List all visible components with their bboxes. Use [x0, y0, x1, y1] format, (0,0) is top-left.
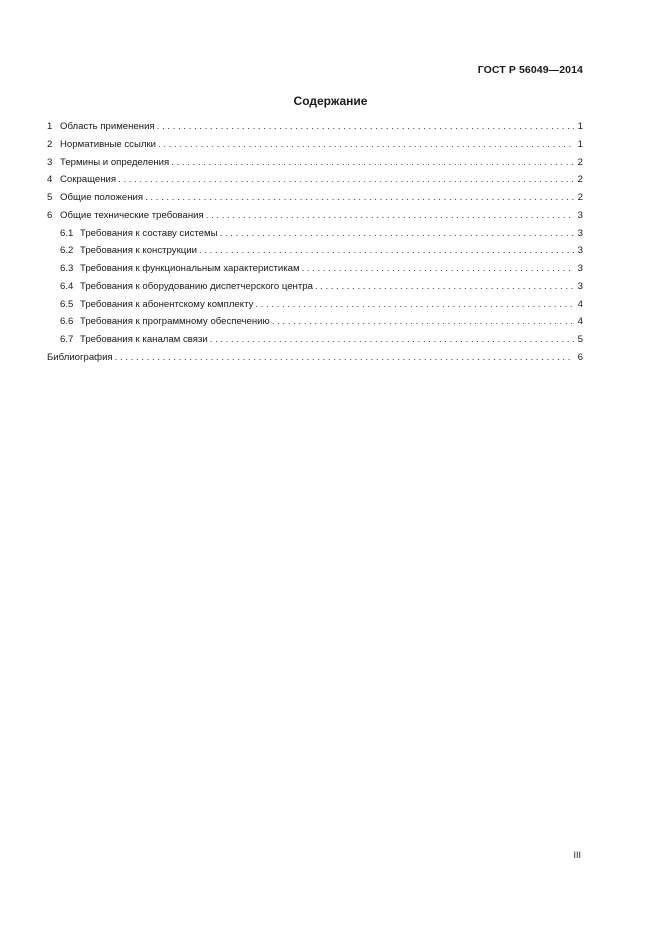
- toc-entry-number: 6.3: [60, 263, 74, 274]
- toc-entry-6-5[interactable]: [47, 299, 583, 317]
- toc-entry-bibliography[interactable]: [47, 352, 583, 370]
- dot-leader: [302, 263, 574, 274]
- toc-entry-page: 2: [577, 174, 583, 186]
- toc-entry-6-1[interactable]: [47, 228, 583, 246]
- toc-entry-number: 4: [47, 174, 53, 186]
- toc-entry-page: 6: [577, 351, 583, 363]
- toc-entry-6-6[interactable]: [47, 316, 583, 334]
- toc-entry-title: Общие положения: [60, 192, 144, 203]
- toc-entry-2[interactable]: [47, 139, 583, 157]
- dot-leader: [255, 299, 574, 310]
- toc-entry-page: 3: [577, 245, 583, 257]
- toc-entry-title: Нормативные ссылки: [60, 138, 157, 150]
- toc-entry-title: Термины и определения: [60, 156, 170, 168]
- dot-leader: [199, 245, 574, 256]
- toc-entry-number: 5: [47, 192, 53, 203]
- toc-entry-number: 6.1: [60, 227, 74, 239]
- toc-entry-title: Требования к абонентскому комплекту: [80, 298, 254, 310]
- toc-entry-4[interactable]: [47, 174, 583, 192]
- toc-entry-page: 1: [577, 121, 583, 132]
- toc-entry-page: 3: [577, 263, 583, 274]
- dot-leader: [118, 174, 574, 185]
- toc-entry-6-3[interactable]: [47, 263, 583, 281]
- toc-entry-number: 3: [47, 156, 53, 168]
- toc-title: Содержание: [293, 94, 368, 108]
- toc-entry-page: 5: [577, 334, 583, 345]
- toc-entry-number: 6.5: [60, 298, 74, 310]
- toc-entry-title: Область применения: [60, 121, 155, 132]
- toc-entry-title: Библиография: [47, 351, 113, 363]
- toc-entry-number: 6: [47, 209, 53, 221]
- toc-entry-page: 4: [577, 298, 583, 310]
- toc-entry-number: 6.2: [60, 245, 74, 257]
- toc-entry-page: 2: [577, 156, 583, 168]
- toc-entry-page: 4: [577, 316, 583, 328]
- dot-leader: [206, 210, 574, 221]
- dot-leader: [157, 121, 574, 132]
- toc-entry-title: Требования к каналам связи: [80, 334, 208, 345]
- table-of-contents: [47, 121, 583, 370]
- toc-entry-title: Сокращения: [60, 174, 117, 186]
- toc-entry-number: 6.4: [60, 280, 74, 292]
- toc-entry-page: 3: [577, 280, 583, 292]
- dot-leader: [158, 139, 574, 150]
- toc-entry-1[interactable]: [47, 121, 583, 139]
- toc-entry-title: Требования к составу системы: [80, 227, 218, 239]
- toc-entry-title: Требования к функциональным характеристикам: [80, 263, 300, 274]
- toc-entry-number: 1: [47, 121, 53, 132]
- toc-entry-title: Требования к конструкции: [80, 245, 197, 257]
- toc-entry-6-2[interactable]: [47, 245, 583, 263]
- toc-entry-page: 1: [577, 138, 583, 150]
- dot-leader: [210, 334, 574, 345]
- toc-entry-number: 6.6: [60, 316, 74, 328]
- toc-entry-6[interactable]: [47, 210, 583, 228]
- toc-entry-number: 6.7: [60, 334, 74, 345]
- toc-entry-6-4[interactable]: [47, 281, 583, 299]
- dot-leader: [171, 157, 574, 168]
- toc-entry-page: 3: [577, 209, 583, 221]
- toc-entry-number: 2: [47, 138, 53, 150]
- dot-leader: [145, 192, 574, 203]
- dot-leader: [272, 316, 574, 327]
- toc-entry-3[interactable]: [47, 157, 583, 175]
- dot-leader: [220, 228, 575, 239]
- toc-entry-page: 2: [577, 192, 583, 203]
- toc-entry-title: Требования к оборудованию диспетчерского центра: [80, 280, 313, 292]
- toc-entry-6-7[interactable]: [47, 334, 583, 352]
- toc-entry-title: Требования к программному обеспечению: [80, 316, 270, 328]
- toc-entry-title: Общие технические требования: [60, 209, 204, 221]
- toc-entry-5[interactable]: [47, 192, 583, 210]
- standard-code: ГОСТ Р 56049—2014: [477, 64, 583, 76]
- page-number: III: [573, 850, 581, 860]
- dot-leader: [315, 281, 574, 292]
- toc-entry-page: 3: [577, 227, 583, 239]
- dot-leader: [115, 352, 574, 363]
